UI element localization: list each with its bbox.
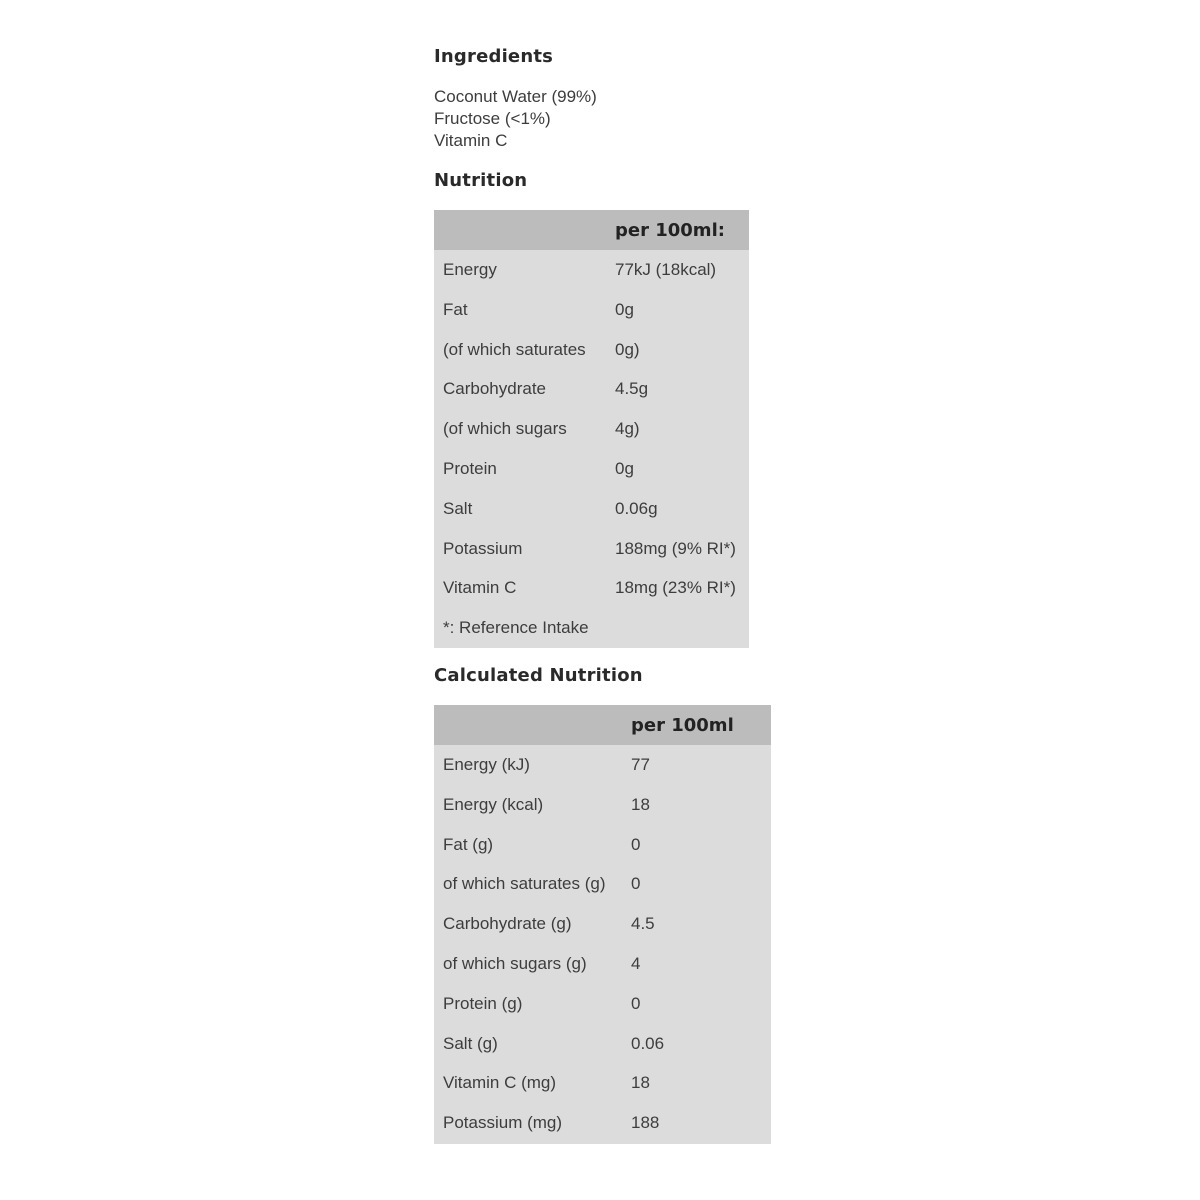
table-row (434, 1063, 771, 1103)
nutrient-value: 0g (615, 458, 634, 478)
table-row (434, 984, 771, 1024)
nutrient-label: Salt (g) (443, 1033, 498, 1053)
table-row (434, 825, 771, 865)
nutrient-label: Fat (443, 299, 468, 319)
ingredient-item: Vitamin C (434, 131, 508, 150)
nutrient-value: 0 (631, 874, 641, 894)
nutrient-label: Protein (443, 458, 497, 478)
nutrient-value: 18 (631, 1073, 650, 1093)
table-row (434, 568, 749, 608)
nutrient-label: Energy (443, 260, 497, 279)
calculated-nutrition-table-header (434, 705, 771, 745)
table-row (434, 529, 749, 569)
nutrient-label: Vitamin C (443, 578, 517, 598)
nutrient-value: 0.06 (631, 1033, 665, 1053)
nutrient-value: 188mg (9% RI*) (615, 538, 736, 558)
nutrient-value: 0 (631, 993, 641, 1013)
table-row (434, 904, 771, 944)
nutrient-label: Carbohydrate (443, 379, 547, 399)
nutrient-label: Carbohydrate (g) (443, 914, 572, 934)
nutrient-label: Energy (kJ) (443, 755, 530, 774)
calculated-header-per100ml: per 100ml (631, 715, 734, 736)
nutrient-label: Potassium (443, 538, 523, 558)
table-row (434, 449, 749, 489)
calculated-nutrition-table (434, 705, 771, 1144)
table-row (434, 409, 749, 449)
ingredients-list (434, 86, 597, 152)
nutrient-label: of which saturates (g) (443, 874, 606, 894)
nutrient-label: of which sugars (g) (443, 953, 587, 973)
nutrient-value: 4g) (615, 419, 640, 439)
calculated-nutrition-heading: Calculated Nutrition (434, 665, 643, 686)
nutrient-label: Potassium (mg) (443, 1113, 563, 1133)
table-row (434, 290, 749, 330)
ingredient-item: Fructose (<1%) (434, 109, 551, 128)
reference-intake-note: *: Reference Intake (443, 618, 589, 638)
ingredients-heading: Ingredients (434, 46, 554, 67)
nutrition-table-header (434, 210, 749, 250)
table-row (434, 250, 749, 290)
ingredient-item: Coconut Water (99%) (434, 87, 597, 106)
nutrient-label: (of which saturates (443, 339, 586, 359)
nutrient-label: (of which sugars (443, 419, 567, 439)
table-row (434, 785, 771, 825)
nutrient-value: 4.5g (615, 379, 649, 399)
nutrient-value: 77 (631, 755, 650, 774)
nutrient-value: 4 (631, 953, 641, 973)
table-row (434, 608, 749, 648)
table-row (434, 369, 749, 409)
nutrition-heading: Nutrition (434, 170, 528, 191)
table-row (434, 1024, 771, 1064)
nutrient-value: 0 (631, 834, 641, 854)
table-row (434, 330, 749, 370)
nutrient-label: Salt (443, 498, 473, 518)
nutrient-label: Vitamin C (mg) (443, 1073, 557, 1093)
nutrient-value: 18 (631, 794, 650, 814)
nutrient-value: 77kJ (18kcal) (615, 260, 717, 279)
nutrient-value: 0g) (615, 339, 640, 359)
nutrient-label: Fat (g) (443, 834, 494, 854)
nutrition-header-per100ml: per 100ml: (615, 220, 725, 241)
table-row (434, 944, 771, 984)
table-row (434, 489, 749, 529)
nutrient-value: 0g (615, 299, 634, 319)
nutrient-value: 0.06g (615, 498, 658, 518)
nutrient-label: Energy (kcal) (443, 794, 544, 814)
table-row (434, 745, 771, 785)
nutrient-value: 18mg (23% RI*) (615, 578, 736, 598)
table-row (434, 1103, 771, 1143)
nutrient-label: Protein (g) (443, 993, 523, 1013)
nutrition-table (434, 210, 749, 648)
nutrient-value: 188 (631, 1113, 660, 1133)
table-row (434, 864, 771, 904)
nutrient-value: 4.5 (631, 914, 655, 934)
